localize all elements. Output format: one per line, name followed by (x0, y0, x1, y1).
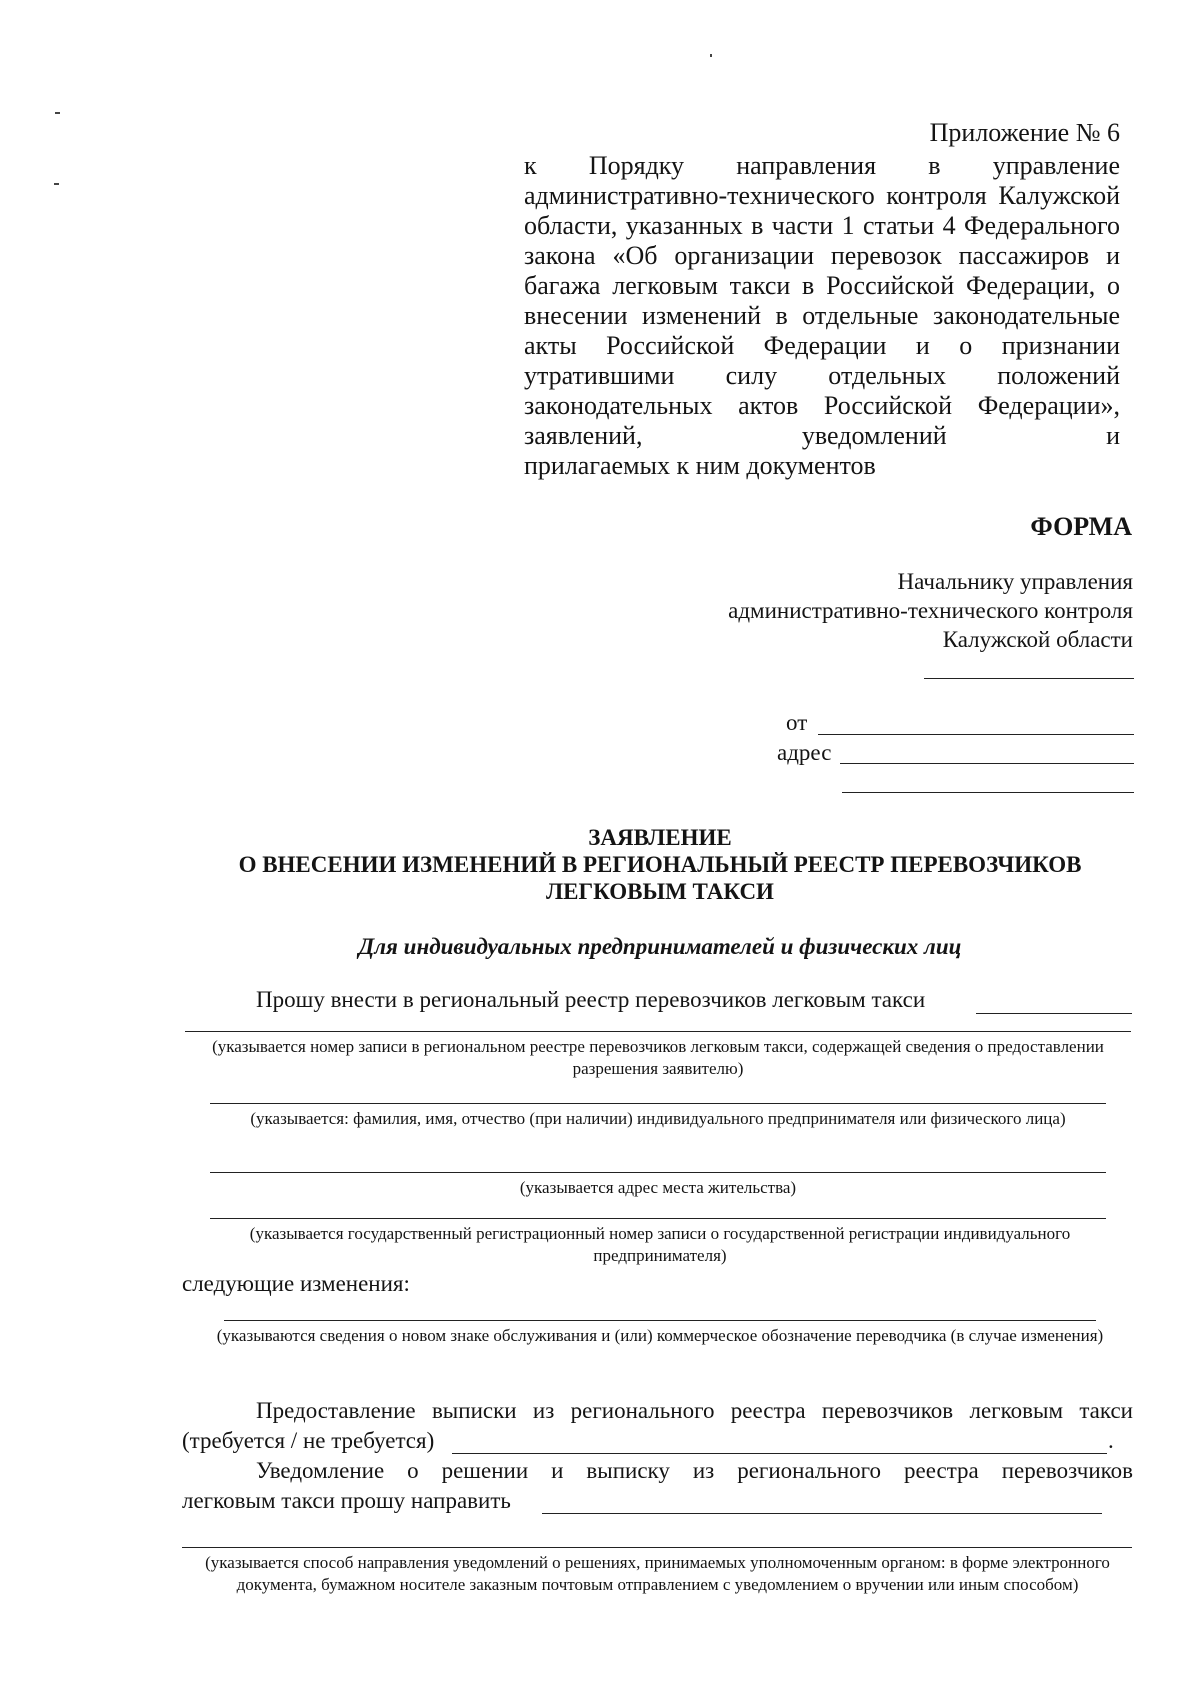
title-line-1: ЗАЯВЛЕНИЕ (588, 825, 732, 850)
form-label: ФОРМА (1030, 512, 1132, 541)
appendix-body: к Порядку направления в управление административно-технического контроля Калужской области, указанных в части 1 статьи 4 Федерального закона «Об организации перевозок пассажиров и багажа легковым такси в Российской Федерации, о внесении изменений в отдельные законодательные акты Российской Федерации и о признании утратившими силу отдельных положений законодательных актов Российской Федерации», заявлений, уведомлений и (524, 151, 1120, 450)
notify-send-field[interactable] (542, 1513, 1102, 1514)
from-label: от (786, 710, 808, 735)
scan-speck (55, 112, 60, 114)
title-line-2: О ВНЕСЕНИИ ИЗМЕНЕНИЙ В РЕГИОНАЛЬНЫЙ РЕЕСТР ПЕРЕВОЗЧИКОВ (238, 852, 1082, 877)
extract-required-field[interactable] (452, 1453, 1107, 1454)
notify-line-1: Уведомление о решении и выписку из регионального реестра перевозчиков (256, 1458, 1133, 1483)
addressee-block (560, 567, 1133, 654)
residence-hint: (указывается адрес места жительства) (519, 1178, 797, 1197)
request-text: Прошу внести в региональный реестр перевозчиков легковым такси (256, 987, 926, 1012)
appendix-last-line: прилагаемых к ним документов (524, 451, 876, 480)
statement-title (150, 824, 1170, 905)
extract-line-1: Предоставление выписки из регионального реестра перевозчиков легковым такси (256, 1398, 1133, 1423)
request-field[interactable] (976, 1013, 1132, 1014)
delivery-method-field[interactable] (182, 1547, 1132, 1548)
state-reg-hint: (указывается государственный регистрационный номер записи о государственной регистрации индивидуального предпринимателя) (249, 1224, 1071, 1265)
addressee-line-3: Калужской области (942, 627, 1133, 652)
address-field-line-2[interactable] (842, 792, 1134, 793)
addressee-line-1: Начальнику управления (897, 569, 1133, 594)
appendix-number: Приложение № 6 (929, 118, 1120, 147)
extract-required-label: (требуется / не требуется) (182, 1428, 435, 1453)
address-field[interactable] (840, 763, 1134, 764)
delivery-method-hint: (указывается способ направления уведомлений о решениях, принимаемых уполномоченным органом: в форме электронного документа, бумажном носителе заказным почтовым отправлением с уведомлением о вручении или иным способом) (205, 1553, 1110, 1594)
record-number-hint: (указывается номер записи в региональном реестре перевозчиков легковым такси, содержащей сведения о предоставлении разрешения заявителю) (212, 1037, 1104, 1078)
residence-field[interactable] (210, 1172, 1106, 1173)
following-changes-label: следующие изменения: (182, 1271, 410, 1296)
state-reg-field[interactable] (210, 1218, 1106, 1219)
full-name-field[interactable] (210, 1103, 1106, 1104)
service-mark-hint: (указываются сведения о новом знаке обслуживания и (или) коммерческое обозначение переводчика (в случае изменения) (216, 1326, 1104, 1345)
from-field[interactable] (818, 734, 1134, 735)
full-name-hint: (указывается: фамилия, имя, отчество (при наличии) индивидуального предпринимателя или физического лица) (250, 1109, 1066, 1128)
notify-send-label: легковым такси прошу направить (182, 1488, 511, 1513)
scan-speck (710, 54, 712, 57)
service-mark-field[interactable] (224, 1320, 1096, 1321)
title-line-3: ЛЕГКОВЫМ ТАКСИ (546, 879, 774, 904)
address-label: адрес (777, 740, 832, 765)
addressee-line-2: административно-технического контроля (728, 598, 1133, 623)
addressee-blank-line[interactable] (924, 678, 1134, 679)
record-number-field[interactable] (185, 1031, 1131, 1032)
scan-speck (54, 183, 59, 185)
extract-period: . (1108, 1428, 1114, 1453)
statement-subtitle: Для индивидуальных предпринимателей и физических лиц (358, 934, 962, 959)
